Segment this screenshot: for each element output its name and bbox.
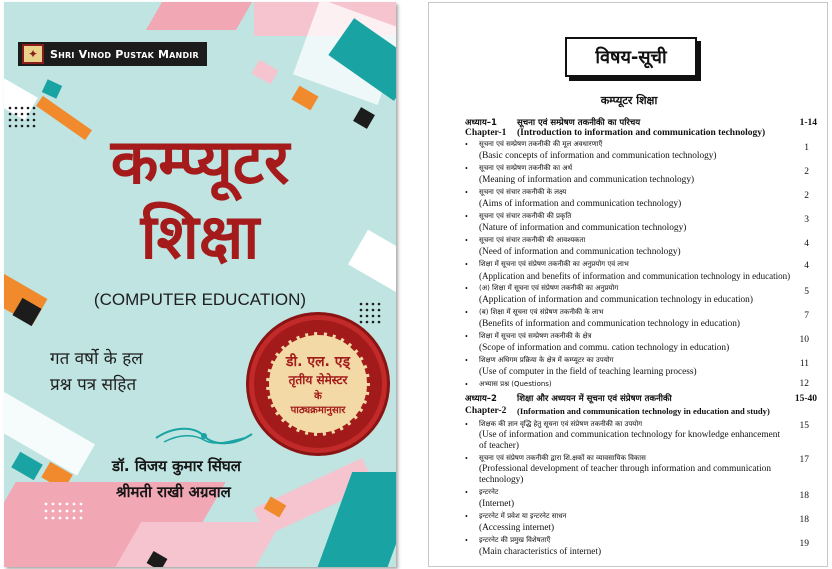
- toc-item-hindi: सूचना एवं संचार तकनीकी की आवश्यकता: [479, 236, 586, 244]
- seal-line4: पाठ्यक्रमानुसार: [290, 405, 346, 416]
- toc-item-english: of teacher): [479, 441, 519, 451]
- toc-item-hindi: शिक्षण अधिगम प्रक्रिया के क्षेत्र में कम्प्यूटर का उपयोग: [479, 356, 614, 364]
- chapter-pages: 15-40: [794, 394, 817, 404]
- chapter-title: सूचना एवं सम्प्रेषण तकनीकी का परिचय: [517, 118, 641, 128]
- toc-item-hindi: इन्टरनेट में प्रवेश या इन्टरनेट साधन: [479, 512, 567, 520]
- chapter-title: (Introduction to information and communication technology): [517, 128, 766, 138]
- chapter-label: अध्याय–1: [465, 118, 497, 128]
- toc-item-english: (Scope of information and commu. cation technology in education): [479, 343, 730, 353]
- decor-shape: [251, 60, 278, 85]
- bullet-icon: •: [465, 356, 468, 365]
- toc-item-hindi: शिक्षक की ज्ञान वृद्धि हेतु सूचना एवं संप्रेषण तकनीकी का उपयोग: [479, 420, 643, 428]
- bullet-icon: •: [465, 420, 468, 429]
- toc-item-hindi: इन्टरनेट: [479, 488, 499, 496]
- toc-item-english: technology): [479, 475, 524, 485]
- toc-item-page: 10: [799, 335, 809, 345]
- toc-item-page: 15: [799, 421, 809, 431]
- toc-item-page: 17: [799, 455, 809, 465]
- contents-heading: विषय-सूची: [595, 47, 667, 68]
- toc-item-page: 18: [799, 491, 809, 501]
- bullet-icon: •: [465, 454, 468, 463]
- bullet-icon: •: [465, 140, 468, 149]
- toc-item-english: (Main characteristics of internet): [479, 547, 602, 557]
- bullet-icon: •: [465, 212, 468, 221]
- toc-item-page: 12: [799, 379, 809, 389]
- toc-item-hindi: सूचना एवं सम्प्रेषण तकनीकी की मूल अवधारणाएँ: [479, 140, 603, 148]
- toc-item-page: 11: [799, 359, 809, 369]
- decor-dots: [44, 502, 104, 528]
- toc-item-page: 2: [804, 191, 809, 201]
- toc-item-page: 2: [804, 167, 809, 177]
- chapter2-english-header: [465, 405, 823, 417]
- toc-item-hindi: सूचना एवं सम्प्रेषण तकनीकी का अर्थ: [479, 164, 573, 172]
- chapter-title: (Information and communication technology in education and study): [517, 406, 770, 416]
- bullet-icon: •: [465, 164, 468, 173]
- toc-item-english: (Aims of information and communication technology): [479, 199, 682, 209]
- seal-line2: तृतीय सेमेस्टर: [288, 373, 348, 387]
- toc-item-english: (Need of information and communication technology): [479, 247, 681, 257]
- book-subtitle: (COMPUTER EDUCATION): [93, 290, 307, 309]
- chapter-label: Chapter-2: [465, 406, 507, 416]
- toc-item-english: (Basic concepts of information and communication technology): [479, 151, 717, 161]
- previous-papers-line1: गत वर्षो के हल: [50, 349, 143, 369]
- bullet-icon: •: [465, 308, 468, 317]
- chapter1-english-header: [465, 127, 823, 139]
- chapter-pages: 1-14: [799, 118, 817, 128]
- bullet-icon: •: [465, 512, 468, 521]
- chapter-title: शिक्षा और अध्ययन में सूचना एवं संप्रेषण तकनीकी: [517, 394, 672, 404]
- bullet-icon: •: [465, 284, 468, 293]
- publisher-logo-icon: ✦: [22, 44, 44, 64]
- decor-shape: [146, 2, 252, 30]
- toc-item-page: 4: [804, 239, 809, 249]
- syllabus-seal: [254, 320, 382, 448]
- publisher-badge: [18, 42, 207, 66]
- decor-shape: [11, 452, 43, 481]
- contents-page: [428, 2, 828, 567]
- decor-shape: [291, 86, 318, 111]
- bullet-icon: •: [465, 488, 468, 497]
- author-1: डॉ. विजय कुमार सिंघल: [112, 457, 241, 475]
- bullet-icon: •: [465, 332, 468, 341]
- toc-item-hindi: अभ्यास प्रश्न (Questions): [479, 380, 552, 388]
- toc-item-english: (Use of computer in the field of teaching learning process): [479, 367, 697, 377]
- toc-item-hindi: इन्टरनेट की प्रमुख विशेषताएँ: [479, 536, 551, 544]
- swirl-ornament-icon: [154, 424, 254, 448]
- toc-item-page: 3: [804, 215, 809, 225]
- toc-item-english: (Professional development of teacher through information and communication: [479, 464, 771, 474]
- seal-line3: के: [314, 391, 322, 402]
- toc-item-english: (Meaning of information and communication technology): [479, 175, 695, 185]
- toc-item-english: (Application of information and communication technology in education): [479, 295, 753, 305]
- toc-item-page: 7: [804, 311, 809, 321]
- toc-item-page: 18: [799, 515, 809, 525]
- book-title-line1: कम्प्यूटर: [110, 125, 290, 198]
- decor-shape: [42, 79, 62, 98]
- toc-item-hindi: सूचना एवं संचार तकनीकी के लक्ष्य: [479, 188, 567, 196]
- toc-item-hindi: (अ) शिक्षा में सूचना एवं संप्रेषण तकनीकी का अनुप्रयोग: [479, 284, 619, 292]
- chapter-label: Chapter-1: [465, 128, 507, 138]
- seal-line1: डी. एल. एड्: [286, 354, 350, 370]
- toc-item-english: (Internet): [479, 499, 515, 509]
- bullet-icon: •: [465, 260, 468, 269]
- publisher-name: Shri Vinod Pustak Mandir: [50, 47, 199, 61]
- contents-heading-box: [565, 37, 697, 77]
- previous-papers-line2: प्रश्न पत्र सहित: [50, 375, 137, 395]
- chapter2-hindi-header: [465, 393, 823, 405]
- contents-subject: कम्प्यूटर शिक्षा: [600, 94, 658, 107]
- toc-item-hindi: शिक्षा में सूचना एवं संप्रेषण तकनीकी का अनुप्रयोग एवं लाभ: [479, 260, 629, 268]
- chapter-label: अध्याय–2: [465, 394, 497, 404]
- toc-item-hindi: सूचना एवं संचार तकनीकी की प्रकृति: [479, 212, 572, 220]
- toc-item-page: 1: [804, 143, 809, 153]
- book-title-line2: शिक्षा: [140, 200, 260, 273]
- bullet-icon: •: [465, 380, 468, 389]
- toc-item-english: (Use of information and communication technology for knowledge enhancement: [479, 430, 781, 440]
- author-2: श्रीमती राखी अग्रवाल: [116, 483, 231, 501]
- toc-item-page: 4: [804, 261, 809, 271]
- toc-item-hindi: (ब) शिक्षा में सूचना एवं संप्रेषण तकनीकी के लाभ: [479, 308, 604, 316]
- book-cover: [4, 2, 396, 567]
- seal-inner: [266, 332, 370, 436]
- toc-item-page: 19: [799, 539, 809, 549]
- toc-item-english: (Benefits of information and communication technology in education): [479, 319, 741, 329]
- bullet-icon: •: [465, 188, 468, 197]
- toc-item-page: 5: [804, 287, 809, 297]
- toc-item-hindi: सूचना एवं संप्रेषण तकनीकी द्वारा शि.क्षकों का व्यावसायिक विकास: [479, 454, 646, 462]
- toc-item-english: (Application and benefits of information and communication technology in education): [479, 271, 791, 281]
- bullet-icon: •: [465, 536, 468, 545]
- toc-item-english: (Accessing internet): [479, 523, 555, 533]
- toc-item-hindi: शिक्षा में सूचना एवं सम्प्रेषण तकनीकी के क्षेत्र: [479, 332, 592, 340]
- toc-item-english: (Nature of information and communication technology): [479, 223, 687, 233]
- bullet-icon: •: [465, 236, 468, 245]
